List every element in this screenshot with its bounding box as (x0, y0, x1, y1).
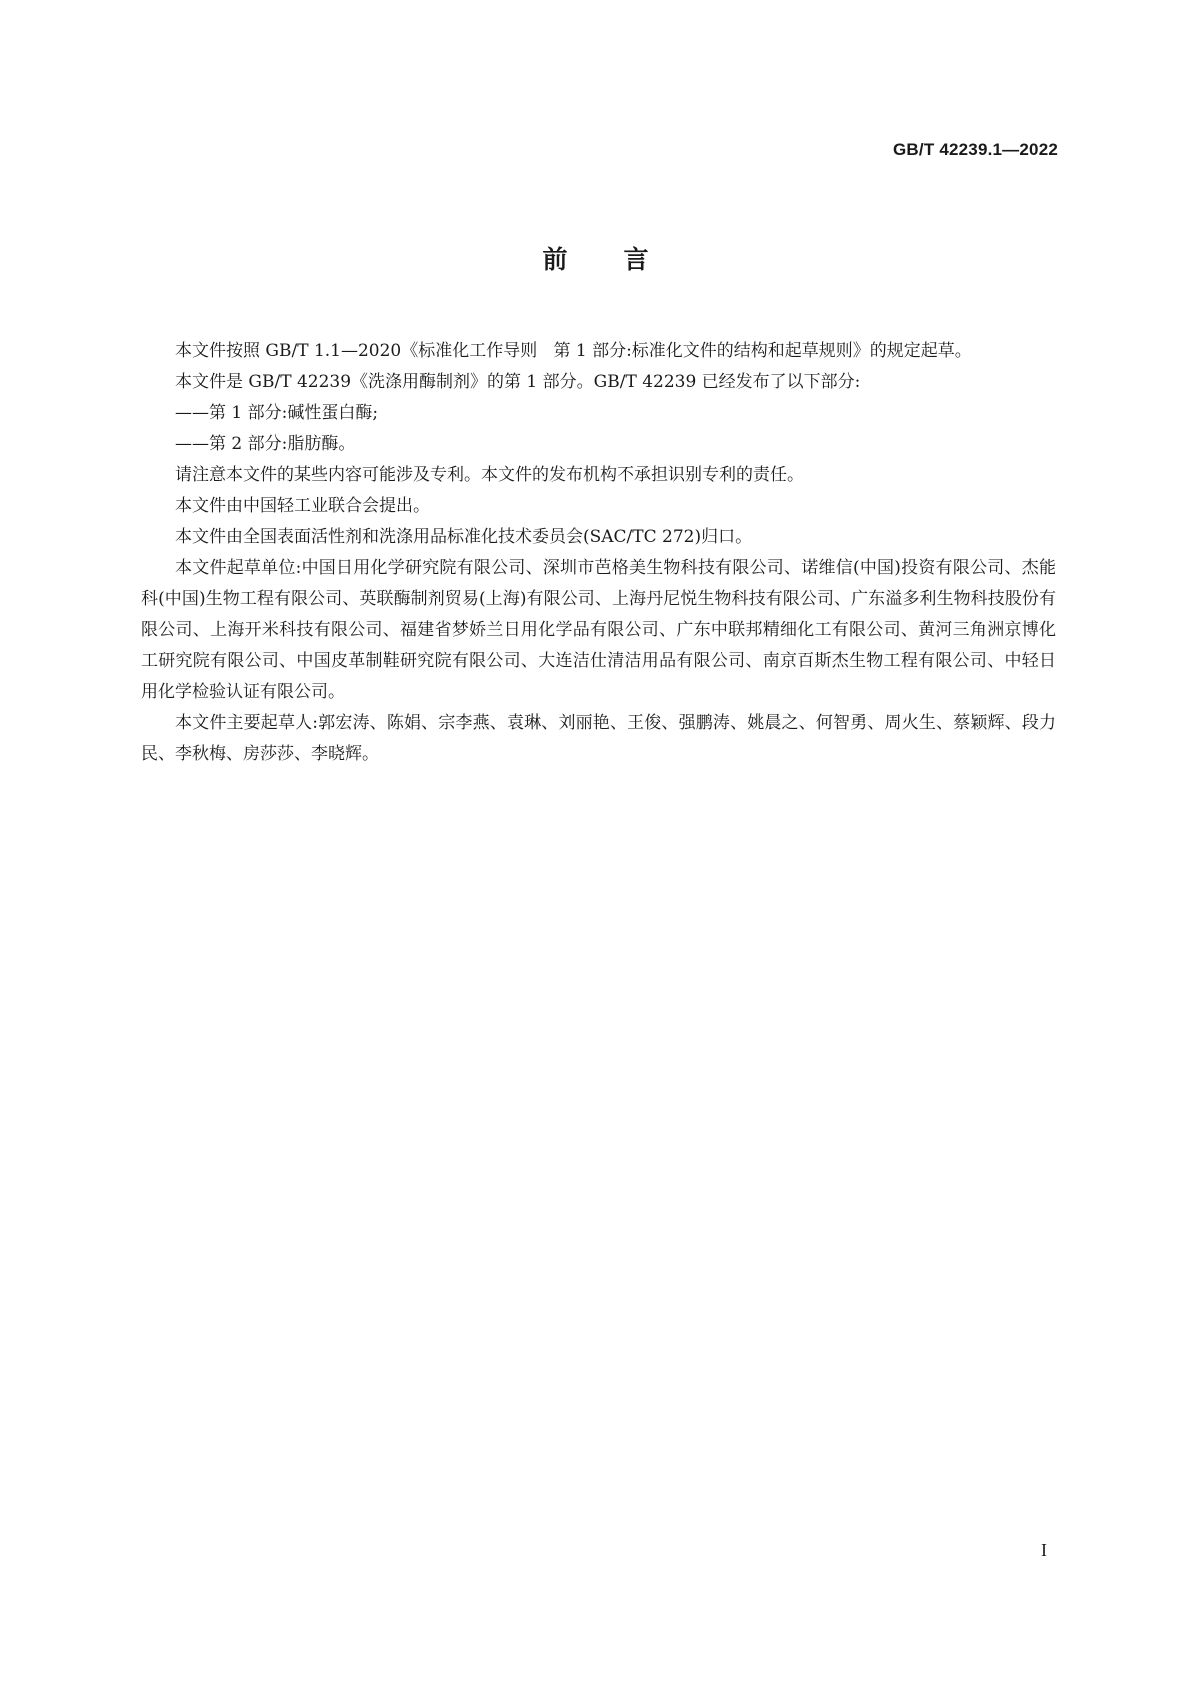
page-number: I (1041, 1540, 1047, 1560)
page-title-char-1: 前 (542, 245, 568, 274)
foreword-body (141, 336, 1056, 770)
paragraph-drafting-organizations: 本文件起草单位:中国日用化学研究院有限公司、深圳市芭格美生物科技有限公司、诺维信(中国)投资有限公司、杰能科(中国)生物工程有限公司、英联酶制剂贸易(上海)有限公司、上海丹尼悦生物科技有限公司、广东溢多利生物科技股份有限公司、上海开米科技有限公司、福建省梦娇兰日用化学品有限公司、广东中联邦精细化工有限公司、黄河三角洲京博化工研究院有限公司、中国皮革制鞋研究院有限公司、大连洁仕清洁用品有限公司、南京百斯杰生物工程有限公司、中轻日用化学检验认证有限公司。 (141, 558, 1056, 702)
paragraph-part-info: 本文件是 GB/T 42239《洗涤用酶制剂》的第 1 部分。GB/T 42239 已经发布了以下部分: (175, 372, 861, 392)
list-item-part-2: ——第 2 部分:脂肪酶。 (175, 434, 356, 454)
page-title-char-2: 言 (623, 245, 649, 274)
paragraph-drafting-rules: 本文件按照 GB/T 1.1—2020《标准化工作导则 第 1 部分:标准化文件的结构和起草规则》的规定起草。 (175, 341, 972, 361)
list-item-part-1: ——第 1 部分:碱性蛋白酶; (175, 403, 379, 423)
standard-number: GB/T 42239.1—2022 (893, 140, 1058, 159)
paragraph-proposed-by: 本文件由中国轻工业联合会提出。 (175, 496, 430, 516)
paragraph-administered-by: 本文件由全国表面活性剂和洗涤用品标准化技术委员会(SAC/TC 272)归口。 (175, 527, 753, 547)
paragraph-main-drafters: 本文件主要起草人:郭宏涛、陈娟、宗李燕、袁琳、刘丽艳、王俊、强鹏涛、姚晨之、何智勇、周火生、蔡颖辉、段力民、李秋梅、房莎莎、李晓辉。 (141, 713, 1056, 764)
paragraph-patent-notice: 请注意本文件的某些内容可能涉及专利。本文件的发布机构不承担识别专利的责任。 (175, 465, 804, 485)
page-title (0, 244, 1191, 276)
